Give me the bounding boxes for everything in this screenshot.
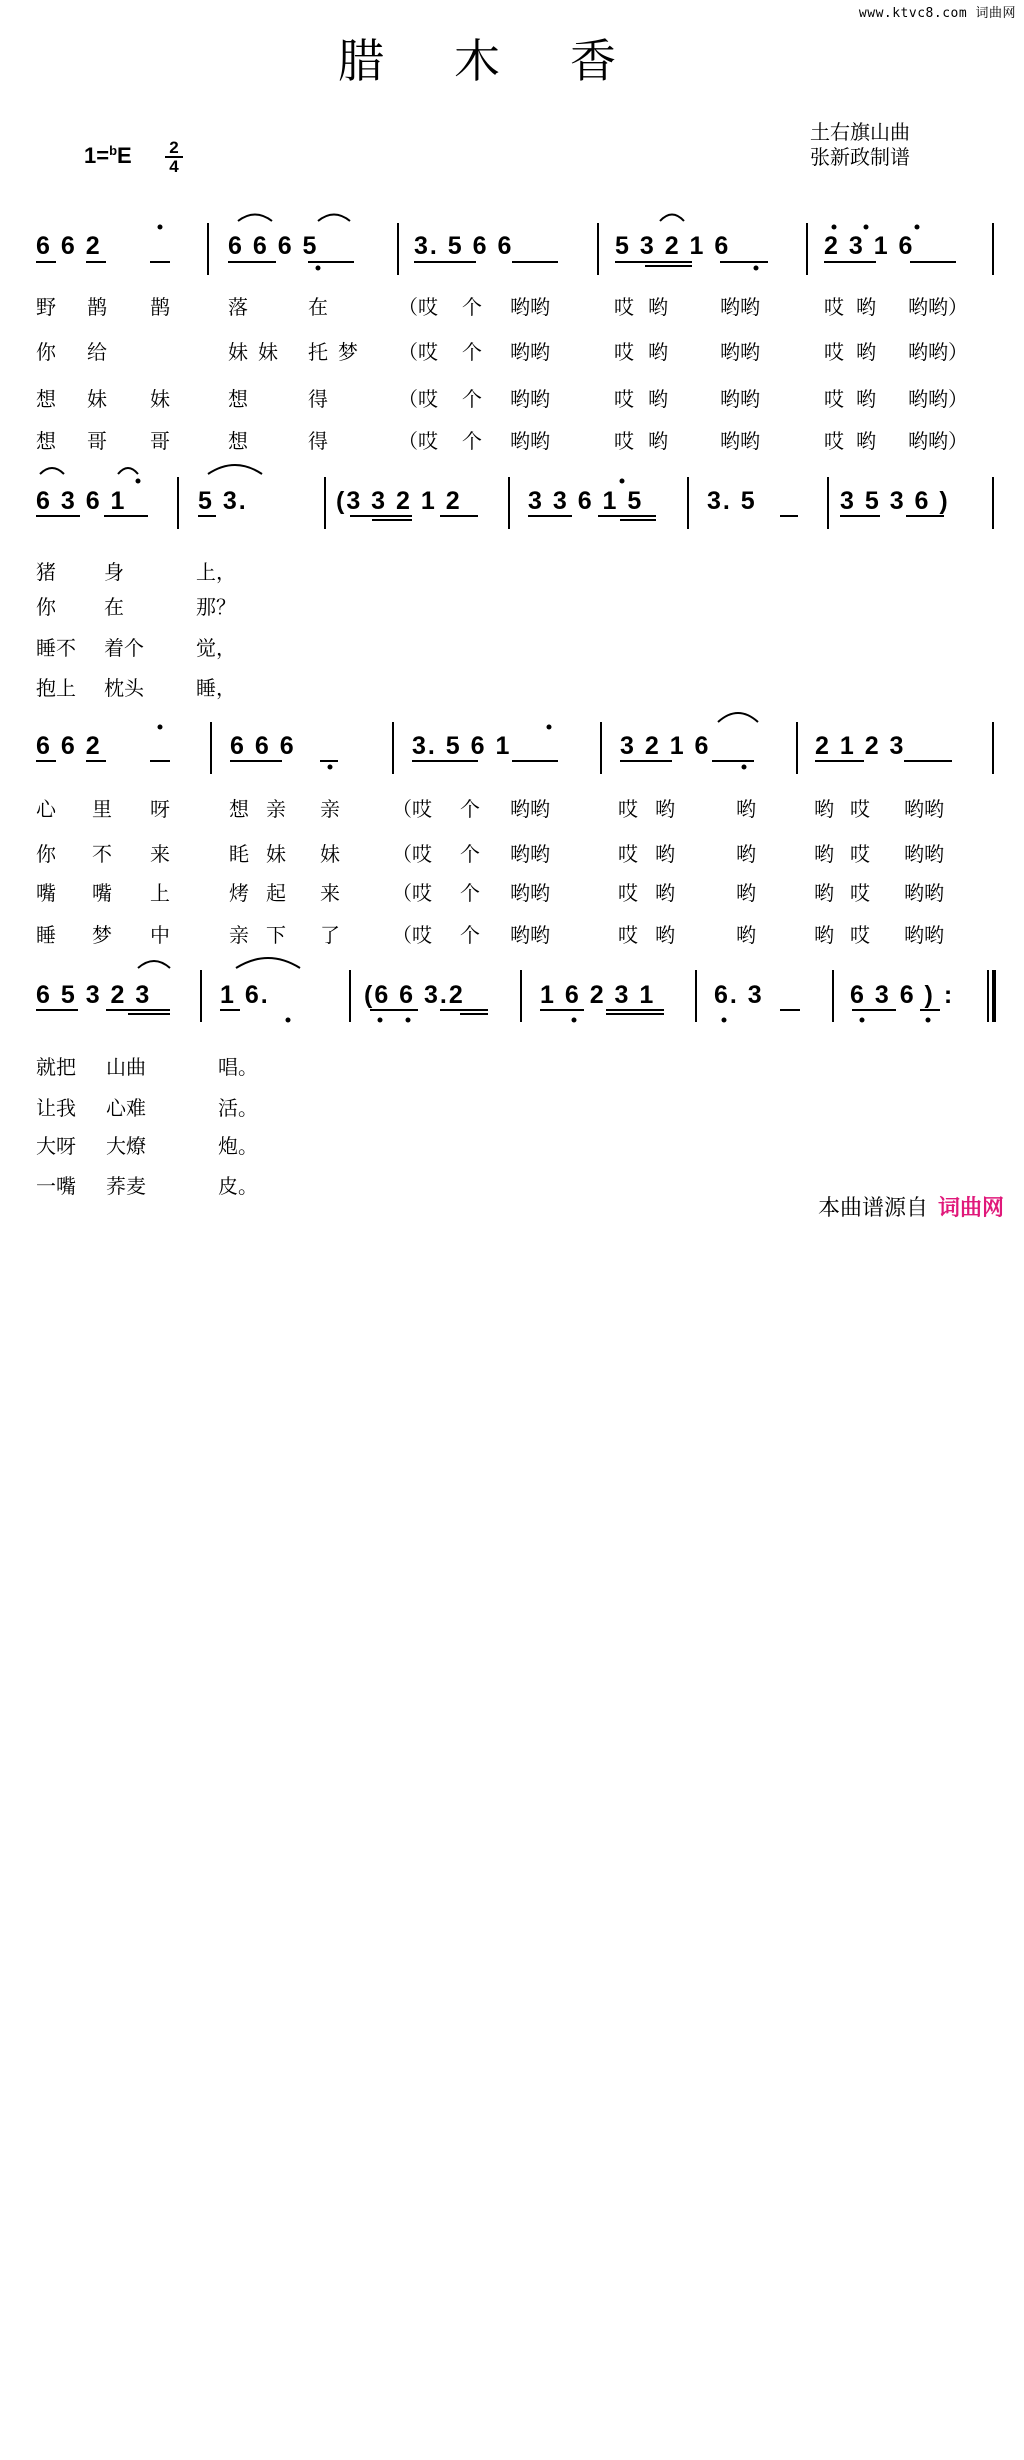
lyric-syllable: 在 bbox=[104, 595, 124, 619]
barline bbox=[520, 970, 522, 1022]
lyric-syllable: 哟哟） bbox=[908, 340, 968, 364]
barline bbox=[597, 223, 599, 275]
lyric-syllable: 在 bbox=[308, 295, 328, 319]
lyric-syllable: 哟 bbox=[856, 429, 876, 453]
measure: 6 6 6 5 bbox=[228, 232, 319, 260]
lyric-syllable: 哟哟） bbox=[908, 387, 968, 411]
lyric-syllable: 哟 bbox=[655, 797, 675, 821]
lyric-syllable: 那？ bbox=[196, 595, 236, 619]
lyric-syllable: 妹 bbox=[150, 387, 170, 411]
barline bbox=[987, 970, 989, 1022]
lyric-syllable: 身 bbox=[104, 560, 124, 584]
lyric-syllable: （哎 bbox=[398, 295, 438, 319]
lyric-syllable: 哟 bbox=[814, 797, 834, 821]
lyric-syllable: 哟 bbox=[856, 340, 876, 364]
measure: 3. 5 bbox=[707, 487, 757, 515]
credits bbox=[810, 120, 910, 170]
lyric-syllable: 哎 bbox=[614, 429, 634, 453]
lyric-syllable: 个 bbox=[462, 340, 482, 364]
lyric-syllable: 哟哟 bbox=[904, 842, 944, 866]
source-credit bbox=[818, 1191, 1004, 1222]
lyric-syllable: 哎 bbox=[618, 923, 638, 947]
barline bbox=[210, 722, 212, 774]
lyric-syllable: 哎 bbox=[850, 923, 870, 947]
arranger-credit: 张新政制谱 bbox=[810, 145, 910, 169]
measure: 3 5 3 6 ) bbox=[840, 487, 950, 515]
measure: 2 3 1 6 bbox=[824, 232, 915, 260]
barline bbox=[992, 223, 994, 275]
origin-credit: 土右旗山曲 bbox=[810, 120, 910, 144]
lyric-syllable: 亲 bbox=[320, 797, 340, 821]
lyric-syllable: 睡 bbox=[36, 923, 56, 947]
lyric-syllable: 皮。 bbox=[218, 1174, 258, 1198]
lyric-syllable: 唱。 bbox=[218, 1055, 258, 1079]
barline bbox=[177, 477, 179, 529]
lyric-syllable: 哟 bbox=[736, 881, 756, 905]
measure: 3 2 1 6 bbox=[620, 732, 711, 760]
barline bbox=[832, 970, 834, 1022]
measure: 3. 5 6 6 bbox=[414, 232, 514, 260]
lyric-syllable: 哎 bbox=[850, 881, 870, 905]
lyric-syllable: （哎 bbox=[398, 340, 438, 364]
lyric-syllable: 哟哟 bbox=[904, 797, 944, 821]
lyric-syllable: （哎 bbox=[398, 387, 438, 411]
lyric-syllable: 上 bbox=[150, 881, 170, 905]
lyric-syllable: 一嘴 bbox=[36, 1174, 76, 1198]
lyric-syllable: 妹 bbox=[266, 842, 286, 866]
lyric-syllable: 活。 bbox=[218, 1096, 258, 1120]
lyric-syllable: 得 bbox=[308, 387, 328, 411]
lyric-syllable: 哎 bbox=[824, 295, 844, 319]
lyric-syllable: 亲 bbox=[266, 797, 286, 821]
lyric-syllable: 眊 bbox=[229, 842, 249, 866]
barline bbox=[397, 223, 399, 275]
lyric-syllable: 上， bbox=[196, 560, 236, 584]
measure: (6 6 3.2 bbox=[364, 981, 465, 1009]
lyric-syllable: 妹 bbox=[87, 387, 107, 411]
lyric-syllable: 你 bbox=[36, 842, 56, 866]
lyric-syllable: 哎 bbox=[824, 340, 844, 364]
lyric-syllable: 哟哟） bbox=[908, 429, 968, 453]
measure: 5 3 2 1 6 bbox=[615, 232, 731, 260]
lyric-syllable: 哟 bbox=[814, 923, 834, 947]
measure: 6 5 3 2 3 bbox=[36, 981, 152, 1009]
lyric-syllable: 烤 bbox=[229, 881, 249, 905]
lyric-syllable: 哎 bbox=[824, 429, 844, 453]
lyric-syllable: 鹊 bbox=[150, 295, 170, 319]
lyric-syllable: 嘴 bbox=[92, 881, 112, 905]
lyric-syllable: 哟哟 bbox=[510, 881, 550, 905]
lyric-syllable: 哎 bbox=[850, 797, 870, 821]
lyric-syllable: 个 bbox=[462, 387, 482, 411]
lyric-syllable: 想 bbox=[229, 797, 249, 821]
key-prefix: 1= bbox=[84, 143, 110, 168]
lyric-syllable: 里 bbox=[92, 797, 112, 821]
lyric-syllable: 哟 bbox=[655, 923, 675, 947]
lyric-syllable: 哟 bbox=[648, 340, 668, 364]
lyric-syllable: 哟 bbox=[648, 295, 668, 319]
key-signature bbox=[84, 143, 132, 169]
lyric-syllable: 哟哟 bbox=[510, 923, 550, 947]
lyric-syllable: 呀 bbox=[150, 797, 170, 821]
lyric-syllable: 妹妹 bbox=[228, 340, 288, 364]
lyric-syllable: 枕头 bbox=[104, 676, 144, 700]
barline bbox=[827, 477, 829, 529]
lyric-syllable: 中 bbox=[150, 923, 170, 947]
lyric-syllable: 睡， bbox=[196, 676, 236, 700]
song-title: 腊木香 bbox=[338, 34, 686, 88]
barline bbox=[324, 477, 326, 529]
lyric-syllable: 想 bbox=[228, 429, 248, 453]
lyric-syllable: 哟哟 bbox=[510, 842, 550, 866]
barline bbox=[349, 970, 351, 1022]
lyric-syllable: 哥 bbox=[87, 429, 107, 453]
lyric-syllable: 想 bbox=[36, 429, 56, 453]
lyric-syllable: 哟哟 bbox=[904, 923, 944, 947]
lyric-syllable: 哟 bbox=[655, 881, 675, 905]
lyric-syllable: 个 bbox=[460, 881, 480, 905]
lyric-syllable: （哎 bbox=[392, 923, 432, 947]
lyric-syllable: 抱上 bbox=[36, 676, 76, 700]
lyric-syllable: 给 bbox=[87, 340, 107, 364]
lyric-syllable: 哎 bbox=[614, 295, 634, 319]
lyric-syllable: 哟哟 bbox=[720, 295, 760, 319]
time-signature bbox=[165, 140, 183, 174]
lyric-syllable: 哎 bbox=[618, 842, 638, 866]
lyric-syllable: 嘴 bbox=[36, 881, 56, 905]
lyric-syllable: 哟 bbox=[736, 842, 756, 866]
lyric-syllable: 哟 bbox=[648, 387, 668, 411]
lyric-syllable: 野 bbox=[36, 295, 56, 319]
lyric-syllable: 哎 bbox=[614, 387, 634, 411]
lyric-syllable: 亲 bbox=[229, 923, 249, 947]
lyric-syllable: 哎 bbox=[614, 340, 634, 364]
lyric-syllable: 想 bbox=[228, 387, 248, 411]
lyric-syllable: 哟 bbox=[736, 923, 756, 947]
lyric-syllable: 鹊 bbox=[87, 295, 107, 319]
lyric-syllable: 哟 bbox=[736, 797, 756, 821]
lyric-syllable: 哟哟 bbox=[720, 429, 760, 453]
barline bbox=[508, 477, 510, 529]
lyric-syllable: 不 bbox=[92, 842, 112, 866]
final-barline bbox=[992, 970, 996, 1022]
lyric-syllable: 妹 bbox=[320, 842, 340, 866]
lyric-syllable: 哟哟 bbox=[510, 387, 550, 411]
source-brand-link[interactable]: 词曲网 bbox=[937, 1196, 1004, 1221]
lyric-syllable: （哎 bbox=[392, 881, 432, 905]
lyric-syllable: 大呀 bbox=[36, 1134, 76, 1158]
measure: 3 3 6 1 5 bbox=[528, 487, 644, 515]
lyric-syllable: 个 bbox=[460, 923, 480, 947]
lyric-syllable: 落 bbox=[228, 295, 248, 319]
lyric-syllable: 哟哟 bbox=[720, 340, 760, 364]
lyric-syllable: 哟 bbox=[814, 842, 834, 866]
lyric-syllable: 让我 bbox=[36, 1096, 76, 1120]
lyric-syllable: 心难 bbox=[106, 1096, 146, 1120]
site-watermark: www.ktvc8.com 词曲网 bbox=[858, 6, 1016, 21]
lyric-syllable: 哎 bbox=[618, 797, 638, 821]
lyric-syllable: 你 bbox=[36, 595, 56, 619]
lyric-syllable: 哟哟 bbox=[510, 295, 550, 319]
barline bbox=[992, 722, 994, 774]
barline bbox=[200, 970, 202, 1022]
lyric-syllable: 觉， bbox=[196, 636, 236, 660]
lyric-syllable: 山曲 bbox=[106, 1055, 146, 1079]
lyric-syllable: 哎 bbox=[850, 842, 870, 866]
lyric-syllable: 哟 bbox=[655, 842, 675, 866]
lyric-syllable: 哟哟） bbox=[908, 295, 968, 319]
barline bbox=[392, 722, 394, 774]
measure: 5 3. bbox=[198, 487, 248, 515]
measure: 6 3 6 1 bbox=[36, 487, 127, 515]
barline bbox=[796, 722, 798, 774]
lyric-syllable: 炮。 bbox=[218, 1134, 258, 1158]
measure: 1 6 2 3 1 bbox=[540, 981, 656, 1009]
lyric-syllable: 着个 bbox=[104, 636, 144, 660]
time-signature-top: 2 bbox=[169, 138, 179, 157]
lyric-syllable: 个 bbox=[460, 842, 480, 866]
measure: 1 6. bbox=[220, 981, 270, 1009]
lyric-syllable: 起 bbox=[266, 881, 286, 905]
time-signature-bottom: 4 bbox=[169, 157, 179, 176]
lyric-syllable: 哎 bbox=[824, 387, 844, 411]
measure: 6 6 6 bbox=[230, 732, 296, 760]
lyric-syllable: 个 bbox=[460, 797, 480, 821]
lyric-syllable: 下 bbox=[266, 923, 286, 947]
measure: 2 1 2 3 bbox=[815, 732, 906, 760]
barline bbox=[806, 223, 808, 275]
measure: 6 3 6 ) : bbox=[850, 981, 955, 1009]
lyric-syllable: 个 bbox=[462, 429, 482, 453]
lyric-syllable: 哎 bbox=[618, 881, 638, 905]
measure: 6 6 2 bbox=[36, 232, 102, 260]
measure: 6 6 2 bbox=[36, 732, 102, 760]
lyric-syllable: 就把 bbox=[36, 1055, 76, 1079]
flat-sign: b bbox=[109, 143, 118, 158]
lyric-syllable: 来 bbox=[320, 881, 340, 905]
lyric-syllable: 睡不 bbox=[36, 636, 76, 660]
lyric-syllable: 来 bbox=[150, 842, 170, 866]
lyric-syllable: 猪 bbox=[36, 560, 56, 584]
key-note: E bbox=[117, 143, 132, 168]
barline bbox=[207, 223, 209, 275]
lyric-syllable: 心 bbox=[36, 797, 56, 821]
lyric-syllable: 哟哟 bbox=[510, 340, 550, 364]
lyric-syllable: 想 bbox=[36, 387, 56, 411]
lyric-syllable: （哎 bbox=[392, 797, 432, 821]
barline bbox=[600, 722, 602, 774]
lyric-syllable: 大燎 bbox=[106, 1134, 146, 1158]
measure: 6. 3 bbox=[714, 981, 764, 1009]
measure: 3. 5 6 1 bbox=[412, 732, 512, 760]
lyric-syllable: 哟哟 bbox=[720, 387, 760, 411]
lyric-syllable: 托梦 bbox=[308, 340, 368, 364]
lyric-syllable: 哟哟 bbox=[510, 429, 550, 453]
lyric-syllable: （哎 bbox=[392, 842, 432, 866]
lyric-syllable: 了 bbox=[320, 923, 340, 947]
barline bbox=[992, 477, 994, 529]
lyric-syllable: 你 bbox=[36, 340, 56, 364]
lyric-syllable: 哟 bbox=[856, 387, 876, 411]
lyric-syllable: 梦 bbox=[92, 923, 112, 947]
measure: (3 3 2 1 2 bbox=[336, 487, 462, 515]
barline bbox=[687, 477, 689, 529]
barline bbox=[695, 970, 697, 1022]
lyric-syllable: 哟哟 bbox=[510, 797, 550, 821]
lyric-syllable: 哥 bbox=[150, 429, 170, 453]
lyric-syllable: 个 bbox=[462, 295, 482, 319]
lyric-syllable: 得 bbox=[308, 429, 328, 453]
lyric-syllable: 哟哟 bbox=[904, 881, 944, 905]
lyric-syllable: 哟 bbox=[814, 881, 834, 905]
lyric-syllable: 荞麦 bbox=[106, 1174, 146, 1198]
lyric-syllable: （哎 bbox=[398, 429, 438, 453]
lyric-syllable: 哟 bbox=[856, 295, 876, 319]
lyric-syllable: 哟 bbox=[648, 429, 668, 453]
source-prefix: 本曲谱源自 bbox=[817, 1196, 928, 1221]
